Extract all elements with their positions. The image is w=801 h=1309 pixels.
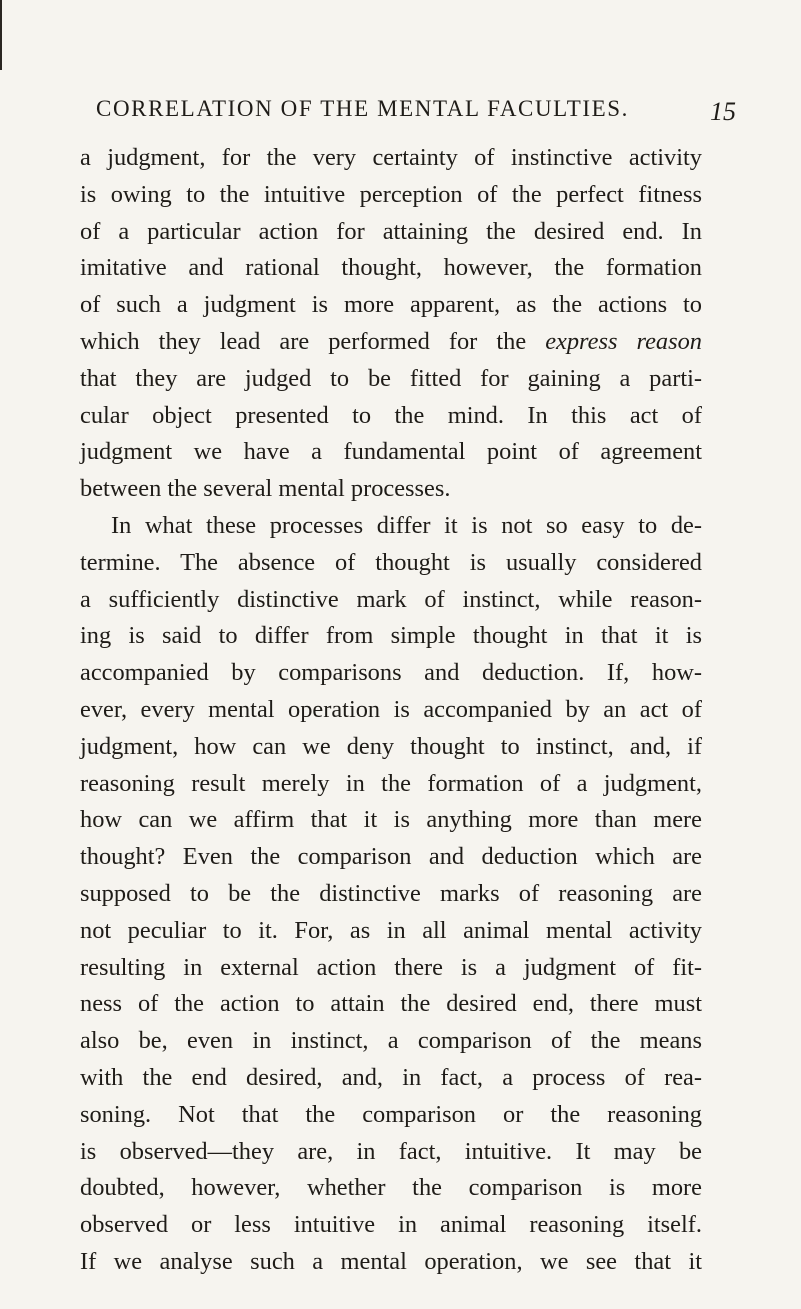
- text-line: soning. Not that the comparison or the reasoning: [80, 1100, 702, 1128]
- text-line: doubted, however, whether the comparison is more: [80, 1174, 702, 1202]
- text-line: reasoning result merely in the formation of a judgment,: [80, 769, 702, 797]
- paragraph-last-line: between the several mental processes.: [80, 475, 451, 503]
- text-line: supposed to be the distinctive marks of reasoning are: [80, 879, 702, 907]
- text-line: of a particular action for attaining the desired end. In: [80, 217, 702, 245]
- running-title: CORRELATION OF THE MENTAL FACULTIES.: [96, 96, 630, 121]
- text-line: judgment we have a fundamental point of agreement: [80, 438, 702, 466]
- text-segment: which they lead are performed for the: [80, 327, 546, 355]
- text-line: also be, even in instinct, a comparison of the means: [80, 1027, 702, 1055]
- text-line: observed or less intuitive in animal reasoning itself.: [80, 1211, 702, 1239]
- text-line: not peculiar to it. For, as in all animal mental activity: [80, 916, 702, 944]
- text-line: a judgment, for the very certainty of instinctive activity: [80, 144, 702, 171]
- text-line: a sufficiently distinctive mark of instinct, while reason-: [80, 585, 702, 613]
- text-line: termine. The absence of thought is usually considered: [80, 548, 702, 576]
- text-line: ing is said to differ from simple thought in that it is: [80, 622, 702, 650]
- text-line: ness of the action to attain the desired end, there must: [80, 990, 702, 1018]
- body-text: [80, 140, 702, 1281]
- page-number: 15: [710, 97, 736, 126]
- text-line: judgment, how can we deny thought to instinct, and, if: [80, 732, 702, 760]
- text-line: If we analyse such a mental operation, we see that it: [80, 1247, 702, 1275]
- text-line: resulting in external action there is a judgment of fit-: [80, 953, 702, 981]
- text-line: with the end desired, and, in fact, a process of rea-: [80, 1063, 702, 1091]
- page-edge-line: [0, 0, 2, 70]
- text-line: is observed—they are, in fact, intuitive. It may be: [80, 1137, 702, 1165]
- paragraph-first-line: In what these processes differ it is not so easy to de-: [111, 511, 702, 539]
- text-line: cular object presented to the mind. In this act of: [80, 401, 702, 429]
- text-line: is owing to the intuitive perception of the perfect fitness: [80, 180, 702, 208]
- text-line-with-emphasis: [80, 324, 702, 361]
- text-line: imitative and rational thought, however, the formation: [80, 254, 702, 282]
- emphasized-phrase: express reason: [545, 327, 702, 355]
- text-line: of such a judgment is more apparent, as the actions to: [80, 291, 702, 319]
- running-head: [96, 96, 736, 136]
- text-line: how can we affirm that it is anything more than mere: [80, 806, 702, 834]
- text-line: ever, every mental operation is accompanied by an act of: [80, 695, 702, 723]
- text-line: thought? Even the comparison and deduction which are: [80, 843, 702, 871]
- text-line: accompanied by comparisons and deduction. If, how-: [80, 659, 702, 687]
- text-line: that they are judged to be fitted for gaining a parti-: [80, 364, 702, 392]
